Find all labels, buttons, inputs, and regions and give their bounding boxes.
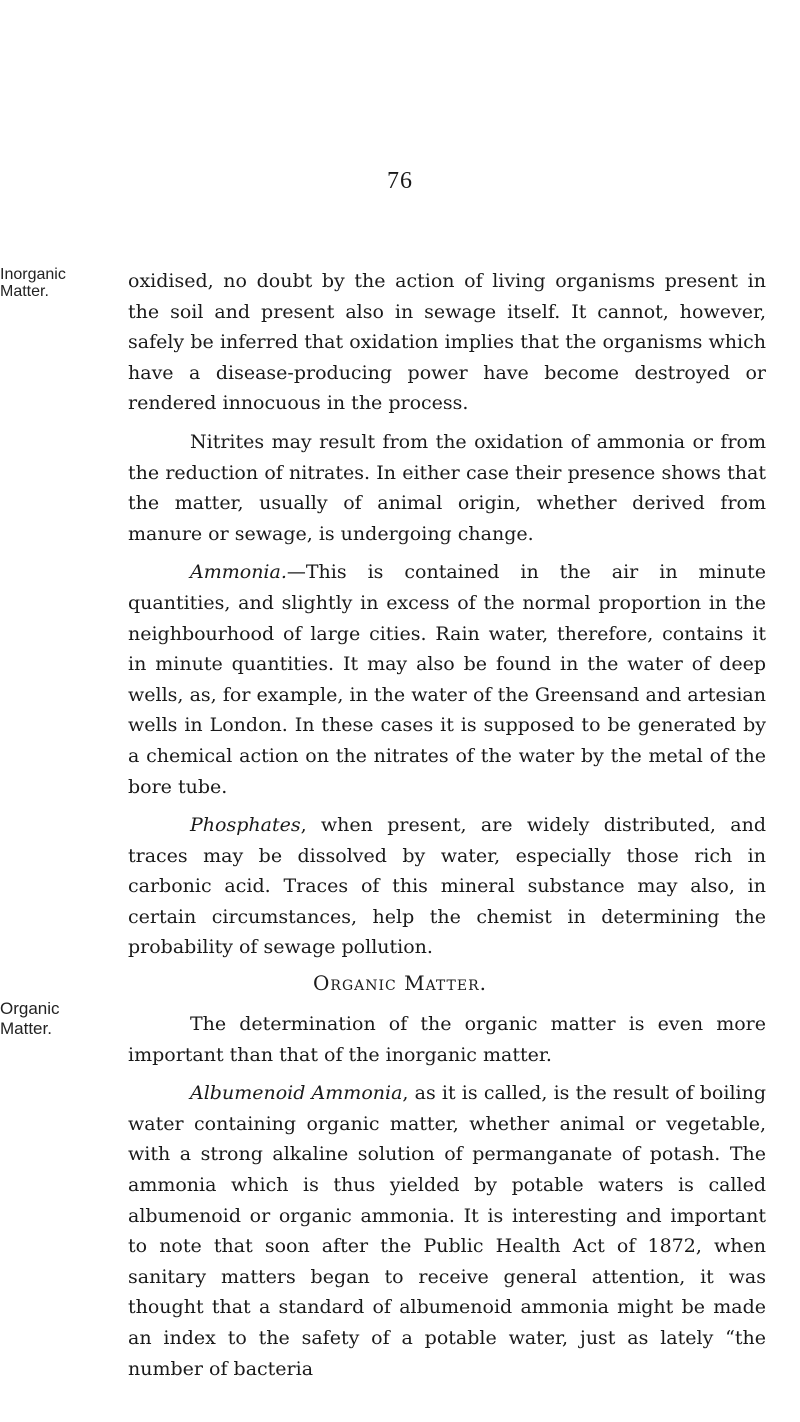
paragraph-text: , as it is called, is the result of boiling water containing organic matter, whether animal or vegetable, with a strong alkaline solution of permanganate of potash. The ammonia which is thus yielded by potable waters is called albumenoid or organic ammonia. It is interesting and important to note that soon after the Public Health Act of 1872, when sanitary matters began to receive general attention, it was thought that a standard of albumenoid ammonia might be made an index to the safety of a potable water, just as lately “the number of bacteria: [128, 1082, 766, 1380]
paragraph-oxidation: [128, 266, 766, 419]
paragraph-text: —This is contained in the air in minute quantities, and slightly in excess of the normal proportion in the neighbourhood of large cities. Rain water, therefore, contains it in minute quantities. It may also be found in the water of deep wells, as, for example, in the water of the Greensand and artesian wells in London. In these cases it is supposed to be generated by a chemical action on the nitrates of the water by the metal of the bore tube.: [128, 561, 766, 798]
text-block-organic: [128, 1009, 766, 1384]
margin-note-inorganic-matter: Inorganic Matter.: [0, 266, 66, 300]
section-heading-organic-matter: Organic Matter.: [313, 971, 487, 995]
paragraph-nitrites: [128, 427, 766, 549]
paragraph-text: Nitrites may result from the oxidation of ammonia or from the reduction of nitrates. In either case their presence shows that the matter, usually of animal origin, whether derived from manure or sewage, is undergoing change.: [128, 430, 766, 545]
page-number: 76: [387, 168, 413, 194]
text-block-inorganic: [128, 266, 766, 963]
paragraph-lead-term: Ammonia.: [190, 561, 287, 584]
paragraph-ammonia: [128, 557, 766, 802]
paragraph-phosphates: [128, 810, 766, 963]
paragraph-text: The determination of the organic matter is even more important than that of the inorganic matter.: [128, 1013, 766, 1066]
paragraph-text: oxidised, no doubt by the action of living organisms present in the soil and present also in sewage itself. It cannot, however, safely be inferred that oxidation implies that the organisms which have a disease-producing power have become destroyed or rendered innocuous in the process.: [128, 270, 766, 415]
paragraph-lead-term: Phosphates: [190, 814, 301, 837]
paragraph-organic-intro: [128, 1009, 766, 1070]
paragraph-text: , when present, are widely distributed, and traces may be dissolved by water, especially those rich in carbonic acid. Traces of this mineral substance may also, in certain circumstances, help the chemist in determining the probability of sewage pollution.: [128, 814, 766, 959]
paragraph-albumenoid-ammonia: [128, 1078, 766, 1384]
paragraph-lead-term: Albumenoid Ammonia: [190, 1082, 403, 1105]
margin-note-organic-matter: Organic Matter.: [0, 999, 60, 1038]
